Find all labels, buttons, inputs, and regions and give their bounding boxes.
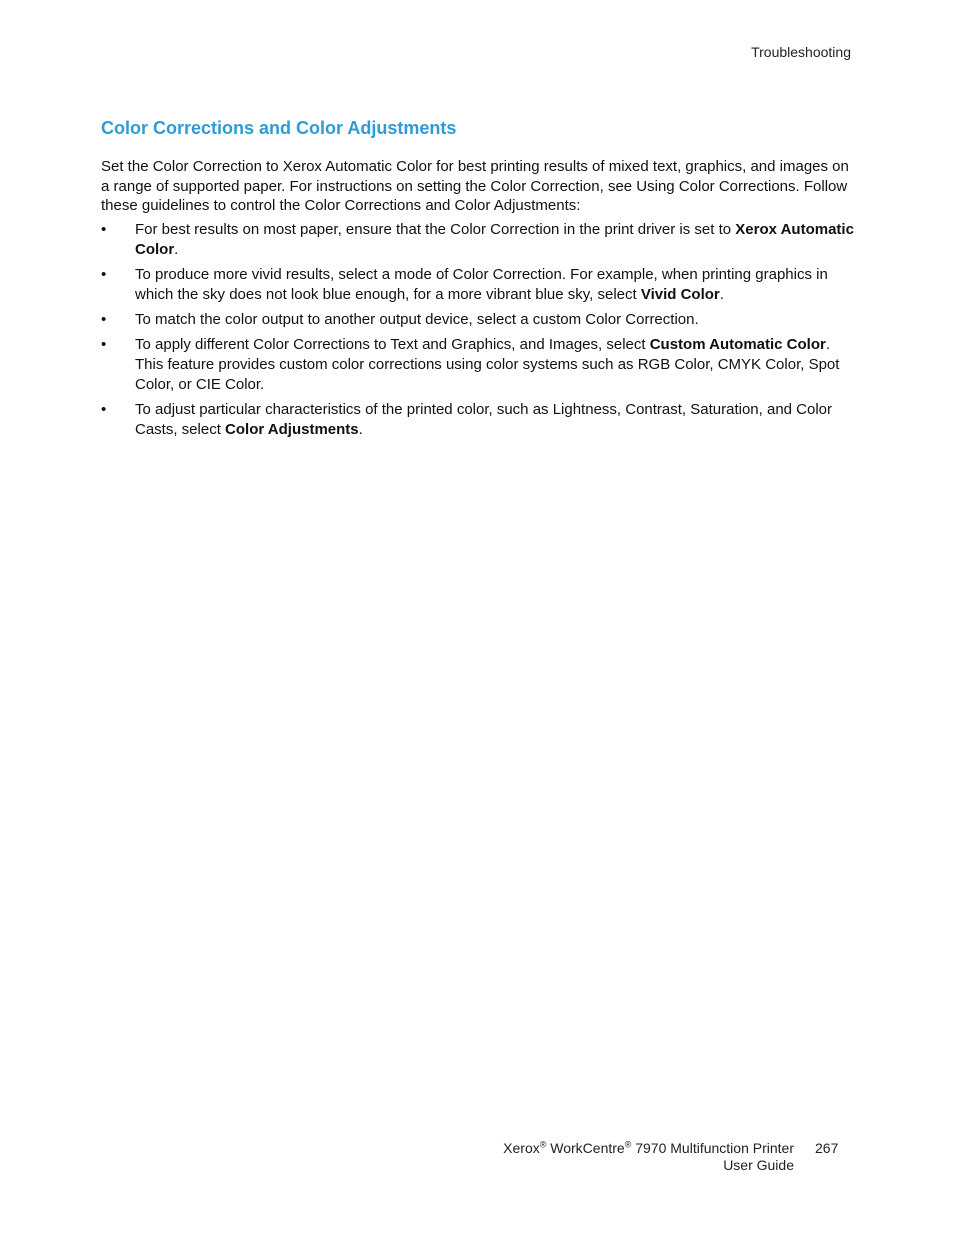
bullet-marker: •: [101, 336, 107, 353]
list-item-text-end: .: [174, 241, 179, 258]
footer-product-line: [503, 1140, 794, 1157]
bullet-marker: •: [101, 266, 107, 283]
list-item-text: For best results on most paper, ensure that the Color Correction in the print driver is set to: [135, 221, 736, 238]
list-item-emphasis: Custom Automatic Color: [649, 336, 826, 353]
list-item-text: To apply different Color Corrections to Text and Graphics, and Images, select: [135, 336, 650, 353]
list-item-text-end: . This feature provides custom color corrections using color systems such as RGB Color, CMYK Color, Spot Color, or CIE Color.: [135, 336, 840, 393]
section-title: Color Corrections and Color Adjustments: [101, 118, 457, 138]
list-item-text-end: .: [358, 421, 363, 438]
bullet-marker: •: [101, 311, 107, 328]
bullet-marker: •: [101, 221, 107, 238]
list-item-emphasis: Vivid Color: [640, 286, 720, 303]
running-header: Troubleshooting: [751, 44, 851, 60]
list-item-emphasis: Xerox Automatic Color: [135, 221, 854, 258]
list-item: [101, 265, 856, 305]
page-number: 267: [815, 1140, 839, 1156]
list-item-text: To adjust particular characteristics of the printed color, such as Lightness, Contrast, Saturation, and Color Casts, select: [135, 401, 833, 438]
list-item-text: To produce more vivid results, select a mode of Color Correction. For example, when printing graphics in which the sky does not look blue enough, for a more vibrant blue sky, select: [135, 266, 828, 303]
footer-guide: User Guide: [723, 1157, 794, 1173]
footer-model: 7970 Multifunction Printer: [635, 1140, 794, 1156]
page-footer: [503, 1140, 794, 1174]
list-item-text: To match the color output to another output device, select a custom Color Correction.: [135, 311, 699, 328]
footer-product: WorkCentre: [550, 1140, 625, 1156]
registered-mark: ®: [624, 1139, 632, 1150]
list-item-emphasis: Color Adjustments: [225, 421, 359, 438]
list-item: [101, 220, 856, 260]
guidelines-list: [101, 220, 856, 445]
registered-mark: ®: [539, 1139, 547, 1150]
list-item-text-end: .: [719, 286, 724, 303]
list-item: [101, 310, 856, 330]
list-item: [101, 335, 856, 395]
list-item: [101, 400, 856, 440]
footer-brand: Xerox: [503, 1140, 540, 1156]
intro-paragraph: Set the Color Correction to Xerox Automatic Color for best printing results of mixed text, graphics, and images on a range of supported paper. For instructions on setting the Color Correction, see Using Color Corrections. Follow these guidelines to control the Color Corrections and Color Adjustments:: [101, 158, 849, 214]
bullet-marker: •: [101, 401, 107, 418]
